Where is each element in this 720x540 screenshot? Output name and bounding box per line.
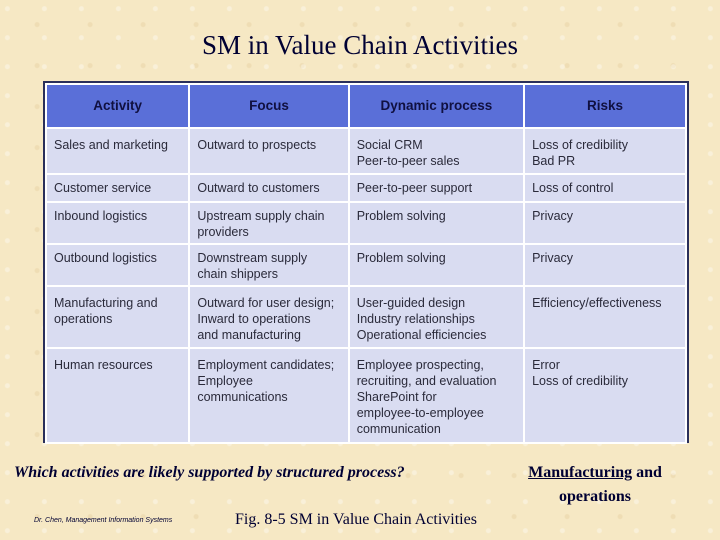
cell-dynamic-process (349, 244, 524, 286)
cell-line: Bad PR (532, 154, 576, 168)
header-activity: Activity (46, 84, 189, 128)
cell-line: Error (532, 358, 560, 372)
cell-line: Inbound logistics (54, 209, 148, 223)
answer-line-2: operations (559, 488, 631, 505)
cell-line: chain shippers (197, 267, 278, 281)
cell-focus (189, 348, 348, 443)
cell-line: User-guided design (356, 296, 466, 310)
cell-line: SharePoint for (356, 390, 437, 404)
answer-underlined: Manufacturing (528, 464, 633, 481)
cell-activity (46, 286, 189, 348)
cell-line: Loss of credibility (532, 138, 628, 152)
cell-line: providers (197, 225, 249, 239)
figure-caption: Fig. 8-5 SM in Value Chain Activities (235, 511, 477, 528)
cell-line: Peer-to-peer sales (356, 154, 460, 168)
author-footer: Dr. Chen, Management Information Systems (34, 517, 173, 524)
cell-line: Outbound logistics (54, 251, 157, 265)
cell-dynamic-process (349, 348, 524, 443)
cell-line: Social CRM (356, 138, 423, 152)
cell-activity (46, 244, 189, 286)
cell-focus (189, 174, 348, 202)
cell-focus (189, 244, 348, 286)
cell-risks (524, 128, 686, 174)
cell-line: operations (54, 312, 113, 326)
value-chain-table (43, 81, 689, 443)
cell-line: Outward to prospects (197, 138, 317, 152)
cell-focus (189, 202, 348, 244)
table-row (46, 348, 686, 443)
cell-line: Manufacturing and (54, 296, 158, 310)
cell-line: recruiting, and evaluation (356, 374, 497, 388)
cell-line: communications (197, 390, 288, 404)
cell-line: Loss of credibility (532, 374, 628, 388)
cell-risks (524, 202, 686, 244)
cell-line: Peer-to-peer support (356, 181, 473, 195)
header-focus: Focus (189, 84, 348, 128)
cell-line: Downstream supply (197, 251, 308, 265)
cell-risks (524, 174, 686, 202)
cell-line: Loss of control (532, 181, 614, 195)
cell-dynamic-process (349, 286, 524, 348)
table-row (46, 202, 686, 244)
cell-line: Efficiency/effectiveness (532, 296, 662, 310)
answer-text (510, 461, 680, 509)
table-row (46, 128, 686, 174)
cell-line: Employee (197, 374, 253, 388)
cell-risks (524, 244, 686, 286)
cell-activity (46, 174, 189, 202)
cell-line: Problem solving (356, 251, 446, 265)
question-text: Which activities are likely supported by structured process? (14, 464, 405, 481)
cell-line: Outward for user design; (197, 296, 335, 310)
cell-line: Employment candidates; (197, 358, 335, 372)
table-row (46, 174, 686, 202)
header-risks: Risks (524, 84, 686, 128)
cell-risks (524, 348, 686, 443)
cell-line: Upstream supply chain (197, 209, 325, 223)
table-header-row (46, 84, 686, 128)
cell-line: communication (356, 422, 441, 436)
header-dynamic-process: Dynamic process (349, 84, 524, 128)
cell-line: employee-to-employee (356, 406, 484, 420)
cell-focus (189, 286, 348, 348)
cell-dynamic-process (349, 202, 524, 244)
table-row (46, 244, 686, 286)
cell-line: Employee prospecting, (356, 358, 484, 372)
cell-line: Inward to operations (197, 312, 311, 326)
cell-activity (46, 202, 189, 244)
slide-title: SM in Value Chain Activities (202, 30, 518, 60)
cell-focus (189, 128, 348, 174)
cell-risks (524, 286, 686, 348)
answer-rest: and (632, 464, 662, 481)
cell-line: Problem solving (356, 209, 446, 223)
cell-line: Privacy (532, 251, 574, 265)
cell-line: Industry relationships (356, 312, 475, 326)
cell-line: Human resources (54, 358, 153, 372)
cell-line: Customer service (54, 181, 152, 195)
cell-line: Privacy (532, 209, 574, 223)
cell-dynamic-process (349, 174, 524, 202)
cell-activity (46, 348, 189, 443)
cell-dynamic-process (349, 128, 524, 174)
cell-activity (46, 128, 189, 174)
cell-line: Operational efficiencies (356, 328, 487, 342)
cell-line: Outward to customers (197, 181, 320, 195)
table-row (46, 286, 686, 348)
cell-line: and manufacturing (197, 328, 301, 342)
cell-line: Sales and marketing (54, 138, 168, 152)
